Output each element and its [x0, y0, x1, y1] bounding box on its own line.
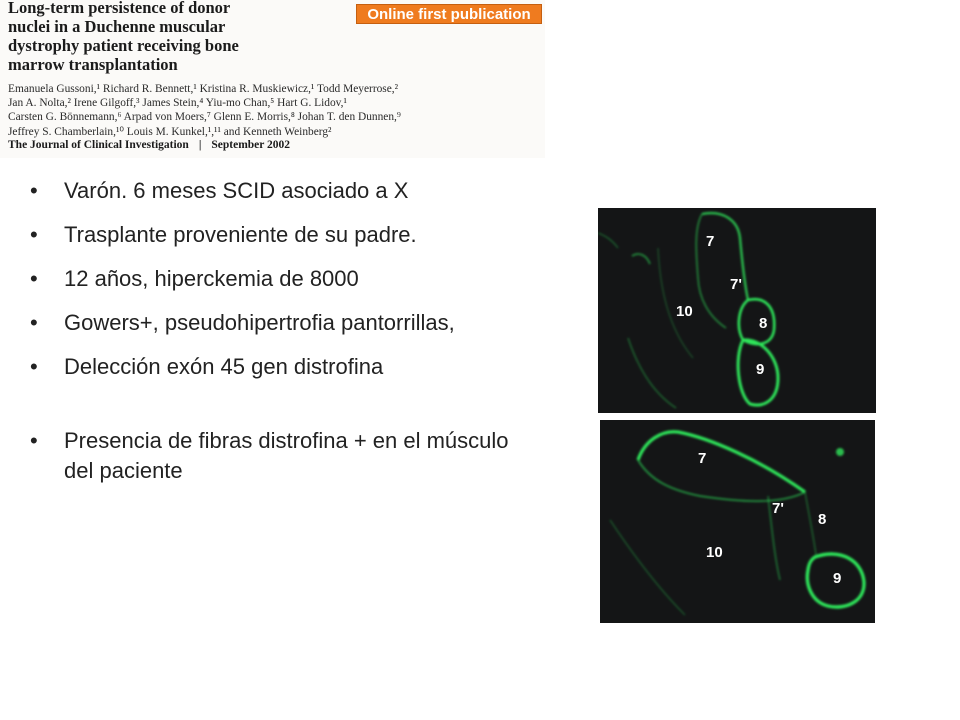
- article-title-line: marrow transplantation: [8, 55, 178, 74]
- bullet-item: [30, 426, 514, 486]
- micrograph-bottom: [600, 420, 875, 623]
- article-title-line: Long-term persistence of donor: [8, 0, 231, 17]
- journal-separator: |: [198, 139, 202, 151]
- bullet-text: 12 años, hiperckemia de 8000: [64, 266, 359, 291]
- fiber-label: 9: [756, 361, 765, 378]
- authors-line: Carsten G. Bönnemann,⁶ Arpad von Moers,⁷ Glenn E. Morris,⁸ Johan T. den Dunnen,⁹: [8, 111, 401, 124]
- fiber-label: 8: [818, 511, 827, 528]
- article-title: [8, 0, 348, 74]
- journal-date: September 2002: [211, 139, 291, 151]
- online-first-badge: Online first publication: [356, 4, 542, 24]
- fiber-label: 9: [833, 570, 842, 587]
- article-header-clipping: [0, 0, 545, 158]
- article-authors: [8, 82, 538, 139]
- bullet-item: [30, 352, 510, 382]
- bullet-text: Varón. 6 meses SCID asociado a X: [64, 178, 409, 203]
- case-bullet-list: [30, 176, 510, 486]
- bullet-text: Gowers+, pseudohipertrofia pantorrillas,: [64, 310, 455, 335]
- fiber-label: 7': [730, 276, 742, 293]
- authors-line: Emanuela Gussoni,¹ Richard R. Bennett,¹ Kristina R. Muskiewicz,¹ Todd Meyerrose,²: [8, 83, 399, 95]
- bullet-item: [30, 220, 454, 250]
- authors-line: Jan A. Nolta,² Irene Gilgoff,³ James Stein,⁴ Yiu-mo Chan,⁵ Hart G. Lidov,¹: [8, 97, 347, 110]
- micrograph-top: [598, 208, 876, 413]
- micrograph-bottom-image: [600, 420, 875, 623]
- bullet-item: [30, 308, 464, 338]
- article-title-line: nuclei in a Duchenne muscular: [8, 17, 226, 36]
- bullet-text: Trasplante proveniente de su padre.: [64, 222, 417, 247]
- fiber-label: 8: [759, 315, 768, 332]
- authors-line: Jeffrey S. Chamberlain,¹⁰ Louis M. Kunkel,¹,¹¹ and Kenneth Weinberg²: [8, 125, 332, 138]
- bullet-item: [30, 264, 510, 294]
- bullet-item: [30, 176, 510, 206]
- fiber-label: 7: [698, 450, 707, 467]
- bullet-text: Presencia de fibras distrofina + en el músculo del paciente: [64, 428, 509, 483]
- fiber-label: 10: [706, 544, 723, 561]
- micrograph-top-image: [598, 208, 876, 413]
- fiber-label: 7': [772, 500, 784, 517]
- fiber-label: 10: [676, 303, 693, 320]
- article-title-line: dystrophy patient receiving bone: [8, 36, 239, 55]
- journal-citation: [8, 139, 290, 151]
- journal-name: The Journal of Clinical Investigation: [8, 139, 189, 151]
- bullet-text: Delección exón 45 gen distrofina: [64, 354, 384, 379]
- fiber-label: 7: [706, 233, 715, 250]
